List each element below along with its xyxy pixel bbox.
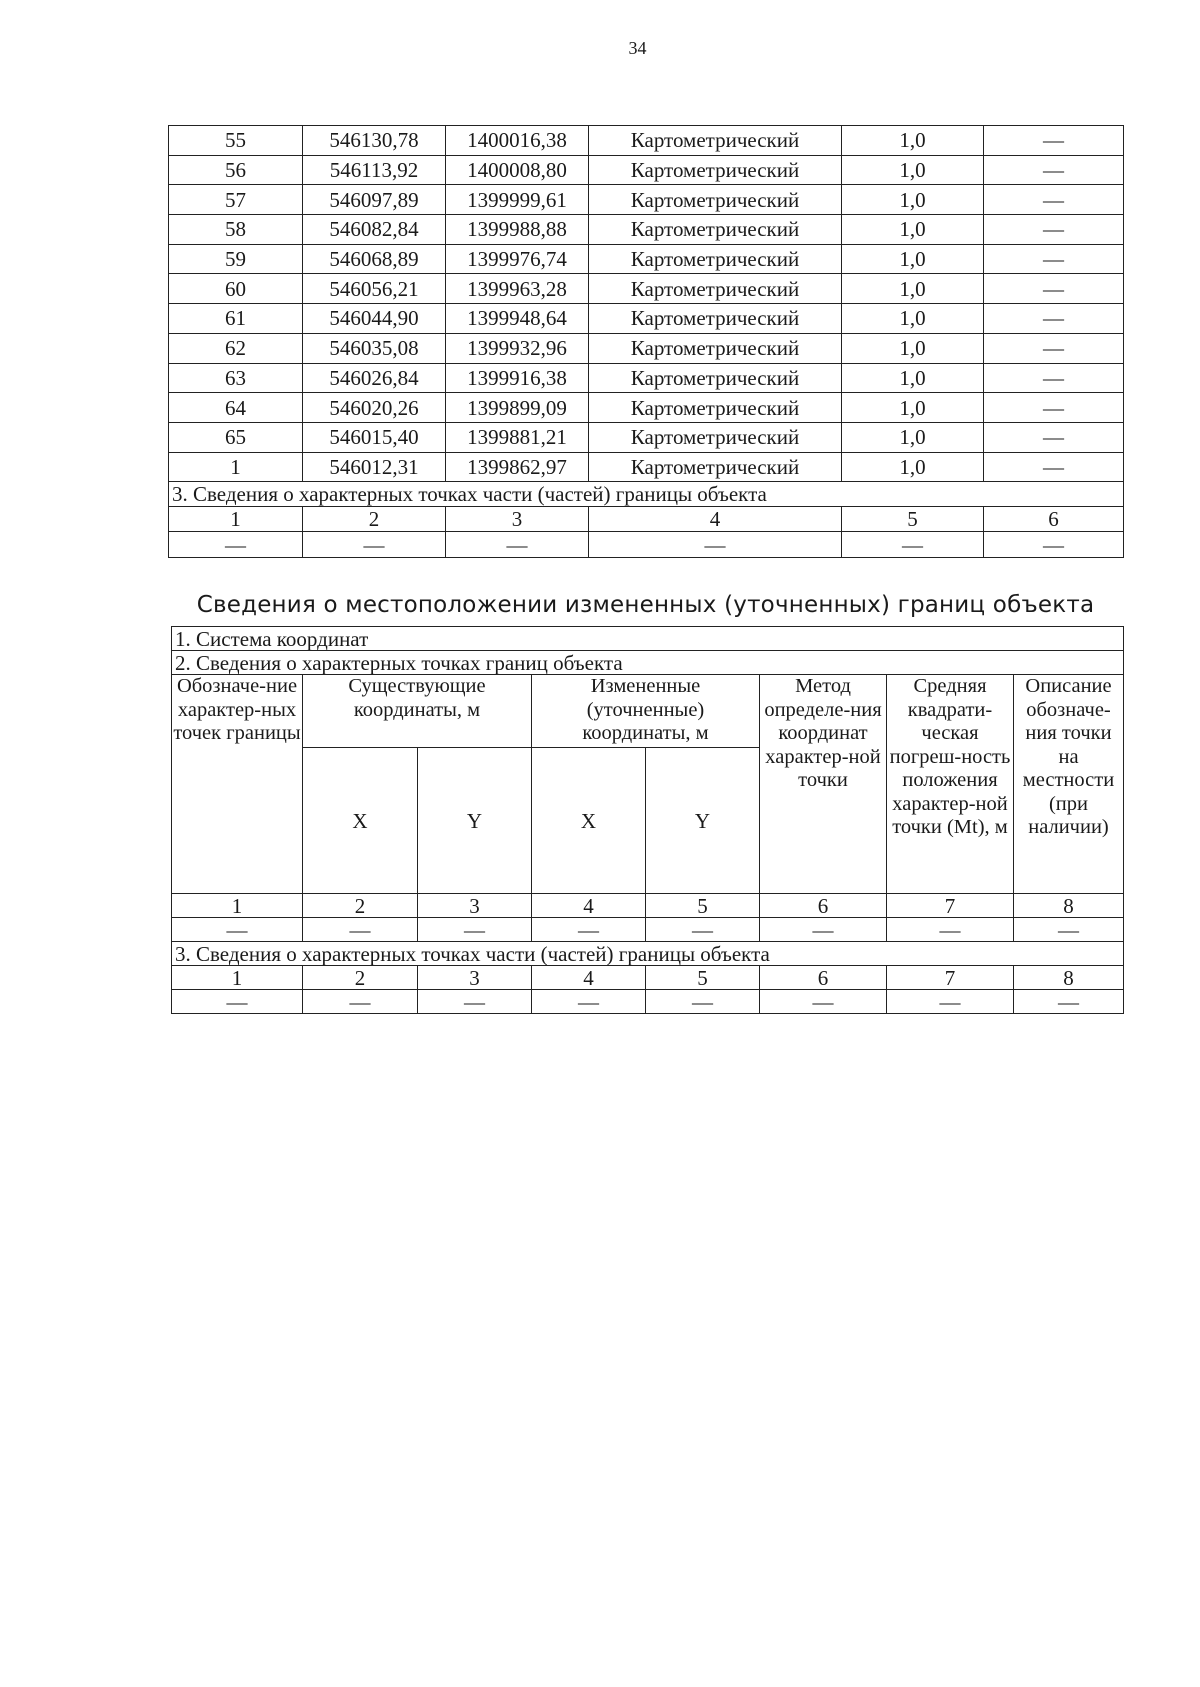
dash-cell: — [1014, 918, 1124, 942]
col-number: 6 [760, 966, 887, 990]
col-number: 7 [887, 966, 1014, 990]
method: Картометрический [589, 215, 842, 245]
point-number: 57 [169, 185, 303, 215]
section-3-row [169, 482, 1124, 507]
coordinates-table [168, 125, 1124, 558]
accuracy: 1,0 [842, 363, 984, 393]
coord-y: 1400016,38 [446, 126, 589, 156]
accuracy: 1,0 [842, 155, 984, 185]
method: Картометрический [589, 422, 842, 452]
header-description: Описание обозначе-ния точки на местности (при наличии) [1014, 675, 1124, 894]
dash-cell: — [532, 990, 646, 1014]
table-row [169, 274, 1124, 304]
column-numbers-row [172, 894, 1124, 918]
col-number: 4 [532, 966, 646, 990]
accuracy: 1,0 [842, 126, 984, 156]
coord-y: 1399932,96 [446, 333, 589, 363]
description: — [984, 274, 1124, 304]
coord-x: 546097,89 [303, 185, 446, 215]
description: — [984, 244, 1124, 274]
description: — [984, 185, 1124, 215]
col-number: 1 [172, 894, 303, 918]
table-row [169, 215, 1124, 245]
accuracy: 1,0 [842, 185, 984, 215]
page-number: 34 [628, 38, 647, 58]
table-row [169, 244, 1124, 274]
table-row [169, 393, 1124, 423]
point-number: 59 [169, 244, 303, 274]
header-changed-coords: Измененные (уточненные) координаты, м [532, 675, 760, 748]
point-number: 1 [169, 452, 303, 482]
col-number: 5 [646, 966, 760, 990]
description: — [984, 304, 1124, 334]
accuracy: 1,0 [842, 333, 984, 363]
method: Картометрический [589, 363, 842, 393]
description: — [984, 393, 1124, 423]
point-number: 56 [169, 155, 303, 185]
method: Картометрический [589, 274, 842, 304]
section-1-row [172, 627, 1124, 651]
col-number: 1 [169, 507, 303, 532]
section-title: Сведения о местоположении измененных (уточненных) границ объекта [196, 592, 1095, 618]
coord-x: 546130,78 [303, 126, 446, 156]
section-3-title: 3. Сведения о характерных точках части (частей) границы объекта [169, 482, 1124, 507]
col-number: 1 [172, 966, 303, 990]
section-2-title: 2. Сведения о характерных точках границ объекта [172, 651, 1124, 675]
dash-cell: — [418, 990, 532, 1014]
col-number: 6 [760, 894, 887, 918]
dash-row [172, 918, 1124, 942]
header-y-changed: Y [646, 748, 760, 894]
dash-cell: — [760, 918, 887, 942]
dash-cell: — [532, 918, 646, 942]
method: Картометрический [589, 244, 842, 274]
coord-y: 1399881,21 [446, 422, 589, 452]
dash-cell: — [887, 918, 1014, 942]
header-method: Метод определе-ния координат характер-ной точки [760, 675, 887, 894]
dash-cell: — [842, 532, 984, 558]
header-existing-coords: Существующие координаты, м [303, 675, 532, 748]
accuracy: 1,0 [842, 304, 984, 334]
table-row [169, 126, 1124, 156]
dash-cell: — [303, 918, 418, 942]
description: — [984, 126, 1124, 156]
dash-cell: — [172, 990, 303, 1014]
dash-row [169, 532, 1124, 558]
col-number: 8 [1014, 894, 1124, 918]
coord-x: 546026,84 [303, 363, 446, 393]
header-rms-error: Средняя квадрати-ческая погреш-ность положения характер-ной точки (Mt), м [887, 675, 1014, 894]
dash-cell: — [589, 532, 842, 558]
accuracy: 1,0 [842, 393, 984, 423]
coord-x: 546044,90 [303, 304, 446, 334]
accuracy: 1,0 [842, 422, 984, 452]
dash-cell: — [169, 532, 303, 558]
coord-y: 1399988,88 [446, 215, 589, 245]
method: Картометрический [589, 452, 842, 482]
col-number: 4 [532, 894, 646, 918]
header-x-changed: X [532, 748, 646, 894]
section-3-title: 3. Сведения о характерных точках части (частей) границы объекта [172, 942, 1124, 966]
coord-y: 1400008,80 [446, 155, 589, 185]
column-numbers-row-2 [172, 966, 1124, 990]
col-number: 8 [1014, 966, 1124, 990]
col-number: 6 [984, 507, 1124, 532]
coord-y: 1399976,74 [446, 244, 589, 274]
coord-y: 1399862,97 [446, 452, 589, 482]
description: — [984, 452, 1124, 482]
table-row [169, 304, 1124, 334]
accuracy: 1,0 [842, 244, 984, 274]
point-number: 58 [169, 215, 303, 245]
accuracy: 1,0 [842, 452, 984, 482]
col-number: 2 [303, 894, 418, 918]
coord-x: 546056,21 [303, 274, 446, 304]
dash-cell: — [760, 990, 887, 1014]
col-number: 3 [418, 894, 532, 918]
coord-y: 1399948,64 [446, 304, 589, 334]
dash-cell: — [446, 532, 589, 558]
changed-boundaries-table [171, 626, 1124, 1014]
description: — [984, 363, 1124, 393]
dash-cell: — [303, 990, 418, 1014]
method: Картометрический [589, 304, 842, 334]
description: — [984, 155, 1124, 185]
coord-x: 546082,84 [303, 215, 446, 245]
point-number: 64 [169, 393, 303, 423]
accuracy: 1,0 [842, 274, 984, 304]
table-row [169, 333, 1124, 363]
accuracy: 1,0 [842, 215, 984, 245]
table-row [169, 422, 1124, 452]
point-number: 63 [169, 363, 303, 393]
dash-row-2 [172, 990, 1124, 1014]
coord-y: 1399916,38 [446, 363, 589, 393]
table-row [169, 185, 1124, 215]
col-number: 3 [446, 507, 589, 532]
method: Картометрический [589, 393, 842, 423]
coord-x: 546012,31 [303, 452, 446, 482]
header-row [172, 675, 1124, 748]
dash-cell: — [303, 532, 446, 558]
col-number: 2 [303, 966, 418, 990]
coord-x: 546035,08 [303, 333, 446, 363]
coord-x: 546015,40 [303, 422, 446, 452]
dash-cell: — [887, 990, 1014, 1014]
header-y-existing: Y [418, 748, 532, 894]
description: — [984, 333, 1124, 363]
col-number: 2 [303, 507, 446, 532]
table-row [169, 155, 1124, 185]
coord-y: 1399963,28 [446, 274, 589, 304]
point-number: 55 [169, 126, 303, 156]
table-row [169, 452, 1124, 482]
col-number: 7 [887, 894, 1014, 918]
dash-cell: — [172, 918, 303, 942]
dash-cell: — [984, 532, 1124, 558]
col-number: 5 [842, 507, 984, 532]
point-number: 61 [169, 304, 303, 334]
section-3-row [172, 942, 1124, 966]
point-number: 60 [169, 274, 303, 304]
dash-cell: — [646, 990, 760, 1014]
dash-cell: — [418, 918, 532, 942]
method: Картометрический [589, 333, 842, 363]
coord-x: 546113,92 [303, 155, 446, 185]
column-numbers-row [169, 507, 1124, 532]
coord-x: 546068,89 [303, 244, 446, 274]
col-number: 5 [646, 894, 760, 918]
table-row [169, 363, 1124, 393]
method: Картометрический [589, 185, 842, 215]
coord-y: 1399899,09 [446, 393, 589, 423]
header-point-designation: Обозначе-ние характер-ных точек границы [172, 675, 303, 894]
description: — [984, 422, 1124, 452]
coord-y: 1399999,61 [446, 185, 589, 215]
method: Картометрический [589, 155, 842, 185]
coord-x: 546020,26 [303, 393, 446, 423]
dash-cell: — [1014, 990, 1124, 1014]
point-number: 65 [169, 422, 303, 452]
description: — [984, 215, 1124, 245]
method: Картометрический [589, 126, 842, 156]
coordinate-system-title: 1. Система координат [172, 627, 1124, 651]
col-number: 4 [589, 507, 842, 532]
col-number: 3 [418, 966, 532, 990]
point-number: 62 [169, 333, 303, 363]
section-2-row [172, 651, 1124, 675]
dash-cell: — [646, 918, 760, 942]
header-x-existing: X [303, 748, 418, 894]
